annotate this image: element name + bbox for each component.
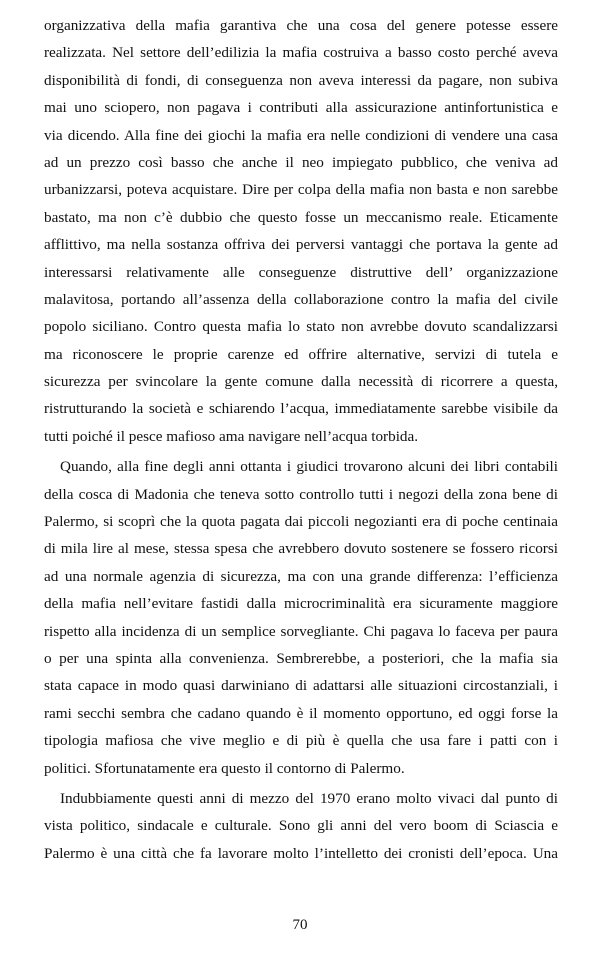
text-line: popolo siciliano. Contro questa mafia lo stato non avrebbe dovuto scandalizzarsi bbox=[44, 318, 558, 336]
text-line: stata capace in modo quasi darwiniano di adattarsi alle situazioni circostanziali, i bbox=[44, 677, 558, 695]
text-line: ristrutturando la società e schiarendo l’acqua, immediatamente sarebbe visibile da bbox=[44, 400, 558, 418]
text-line: malavitosa, portando all’assenza della collaborazione contro la mafia del civile bbox=[44, 290, 558, 308]
text-line: di mila lire al mese, stessa spesa che avrebbero dovuto sostenere se fossero ricorsi bbox=[44, 540, 558, 558]
text-line: sicurezza per svincolare la gente comune dalla necessità di ricorrere a questa, bbox=[44, 373, 558, 391]
text-line: realizzata. Nel settore dell’edilizia la mafia costruiva a basso costo perché aveva bbox=[44, 44, 558, 62]
text-line: interessarsi relativamente alle conseguenze distruttive dell’ organizzazione bbox=[44, 263, 558, 281]
body-text bbox=[44, 12, 558, 867]
text-line: Indubbiamente questi anni di mezzo del 1970 erano molto vivaci dal punto di bbox=[60, 789, 558, 807]
text-line: via dicendo. Alla fine dei giochi la mafia era nelle condizioni di vendere una casa bbox=[44, 126, 558, 144]
text-line: o per una spinta alla convenienza. Sembrerebbe, a posteriori, che la mafia sia bbox=[44, 649, 558, 667]
text-line: tipologia mafiosa che vive meglio e di più è quella che usa fare i patti con i bbox=[44, 732, 558, 750]
paragraph bbox=[44, 453, 558, 782]
text-line: afflittivo, ma nella sostanza offriva dei perversi vantaggi che portava la gente ad bbox=[44, 236, 558, 254]
text-line: ma riconoscere le proprie carenze ed offrire alternative, servizi di tutela e bbox=[44, 345, 558, 363]
text-line: bastato, ma non c’è dubbio che questo fosse un meccanismo reale. Eticamente bbox=[44, 208, 558, 226]
text-line: della cosca di Madonia che teneva sotto controllo tutti i negozi della zona bene di bbox=[44, 485, 558, 503]
text-line: mai uno sciopero, non pagava i contributi alla assicurazione antinfortunistica e bbox=[44, 99, 558, 117]
text-line: organizzativa della mafia garantiva che una cosa del genere potesse essere bbox=[44, 17, 558, 34]
paragraph bbox=[44, 785, 558, 867]
page-number: 70 bbox=[292, 917, 308, 933]
text-line: rispetto alla incidenza di un semplice sorvegliante. Chi pagava lo faceva per paura bbox=[44, 622, 558, 640]
text-line: vista politico, sindacale e culturale. Sono gli anni del vero boom di Sciascia e bbox=[44, 817, 558, 835]
text-line: politici. Sfortunatamente era questo il contorno di Palermo. bbox=[44, 759, 405, 777]
text-line: ad un prezzo così basso che anche il neo impiegato pubblico, che veniva ad bbox=[44, 153, 558, 171]
text-line: Palermo, si scoprì che la quota pagata dai piccoli negozianti era di poche centinaia bbox=[44, 513, 558, 531]
text-line: della mafia nell’evitare fastidi dalla microcriminalità era sicuramente maggiore bbox=[44, 595, 558, 613]
text-line: Palermo è una città che fa lavorare molto l’intelletto dei cronisti dell’epoca. Una bbox=[44, 844, 558, 862]
text-line: urbanizzarsi, poteva acquistare. Dire per colpa della mafia non basta e non sarebbe bbox=[44, 181, 558, 199]
text-line: Quando, alla fine degli anni ottanta i giudici trovarono alcuni dei libri contabili bbox=[60, 458, 558, 476]
paragraph bbox=[44, 12, 558, 450]
text-line: tutti poiché il pesce mafioso ama navigare nell’acqua torbida. bbox=[44, 427, 419, 445]
text-line: disponibilità di fondi, di conseguenza non aveva interessi da pagare, non subiva bbox=[44, 71, 558, 89]
text-line: rami secchi sembra che cadano quando è il momento opportuno, ed oggi forse la bbox=[44, 704, 558, 722]
text-line: ad una normale agenzia di sicurezza, ma con una grande differenza: l’efficienza bbox=[44, 567, 558, 585]
